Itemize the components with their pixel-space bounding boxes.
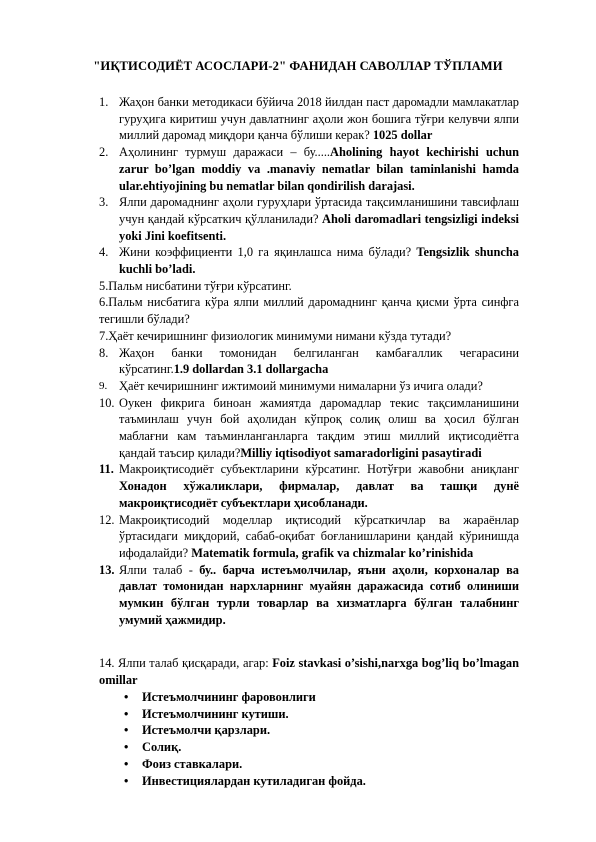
question-text: Макроиқтисодий моделлар иқтисодий кўрсаткичлар ва жараёнлар ўртасидаги миқдорий, сабаб-оқибат боғланишларини қандай кўринишда ифодалайди?	[119, 512, 519, 560]
bullet-icon: •	[124, 706, 129, 721]
question-answer: бу.. барча истеъмолчилар, яъни аҳоли, корхоналар ва давлат томонидан нархларнинг муайян даражасида сотиб олиниши мумкин бўлган турли товарлар ва хизматларга бўлган талабнинг умумий ҳажмидир.	[119, 562, 519, 627]
question-number: 8.	[99, 345, 109, 360]
question-item	[99, 378, 519, 395]
option-text: Солиқ.	[142, 740, 182, 755]
question-text: Ялпи даромаднинг аҳоли гуруҳлари ўртасида тақсимланишини тавсифлаш учун қандай кўрсаткич қўлланилади?	[119, 195, 519, 226]
question-answer: Milliy iqtisodiyot samaradorligini pasaytiradi	[240, 445, 482, 460]
question-text: Жаҳон банки методикаси бўйича 2018 йилдан паст даромадли мамлакатлар гуруҳига киритиш учун давлатнинг аҳоли жон бошига тўғри келувчи ялпи миллий даромад миқдори қанча бўлиши керак?	[119, 95, 519, 143]
question-number: 3.	[99, 195, 109, 210]
option-text: Инвестициялардан кутиладиган фойда.	[142, 773, 366, 788]
question-text: Пальм нисбатига кўра ялпи миллий даромаднинг қанча қисми ўрта синфга тегишли бўлади?	[99, 295, 519, 327]
option-text: Фоиз ставкалари.	[142, 756, 243, 771]
question-item	[99, 562, 519, 629]
question-list	[99, 94, 519, 629]
question-number: 14.	[99, 656, 115, 670]
question-number: 2.	[99, 145, 109, 160]
question-answer: Aholi daromadlari tengsizligi indeksi yoki Jini koefitsenti.	[119, 211, 519, 243]
question-14	[99, 655, 519, 688]
question-item	[99, 194, 519, 244]
option-text: Истеъмолчининг кутиши.	[142, 706, 289, 721]
bullet-icon: •	[124, 723, 129, 738]
question-item	[99, 144, 519, 194]
question-number: 9.	[99, 379, 108, 392]
question-answer: 1.9 dollardan 3.1 dollargacha	[173, 362, 329, 377]
question-text: Ялпи талаб қисқаради, агар:	[118, 656, 273, 670]
option-item	[108, 773, 508, 790]
option-text: Истеъмолчи қарзлари.	[142, 723, 271, 738]
question-item	[99, 294, 519, 327]
question-text: Макроиқтисодиёт субъектларини кўрсатинг. Нотўғри жавобни аниқланг	[119, 462, 519, 477]
option-item	[108, 756, 508, 773]
option-text: Истеъмолчининг фаровонлиги	[142, 690, 316, 704]
question-text: Ҳаёт кечиришнинг ижтимоий минимуми нималарни ўз ичига олади?	[119, 378, 483, 393]
question-item	[99, 512, 519, 562]
bullet-icon: •	[124, 773, 129, 788]
question-answer: Хонадон хўжаликлари, фирмалар, давлат ва ташқи дунё макроиқтисодиёт субъектлари ҳисобланади.	[119, 479, 519, 510]
bullet-icon: •	[124, 756, 129, 771]
question-number: 7.	[99, 328, 109, 343]
question-text: Оукен фикрига биноан жамиятда даромадлар текис тақсимланишини таъминлаш учун бой аҳолидан кўпроқ солиқ олиш ва ҳосил бўлган маблағни кам таъминланганларга тақдим этиш миллий иқтисодиётга қандай таъсир қилади?	[119, 395, 519, 460]
question-text: Жини коэффициенти 1,0 га яқинлашса нима бўлади?	[119, 245, 417, 260]
question-number: 1.	[99, 95, 109, 109]
bullet-icon: •	[124, 690, 129, 704]
question-item	[99, 94, 519, 144]
question-item	[99, 244, 519, 277]
question-text: Пальм нисбатини тўғри кўрсатинг.	[108, 278, 292, 293]
question-item	[99, 328, 519, 345]
option-item	[108, 689, 508, 706]
question-item	[99, 461, 519, 511]
question-answer: Aholining hayot kechirishi uchun zarur bo’lgan moddiy va .manaviy nematlar bilan taminlanishi hamda ular.ehtiyojining bu nematlar bilan qondirilish darajasi.	[119, 145, 520, 193]
option-item	[108, 739, 508, 756]
page-title: "ИҚТИСОДИЁТ АСОСЛАРИ-2" ФАНИДАН САВОЛЛАР ТЎПЛАМИ	[93, 59, 503, 73]
question-number: 12.	[99, 512, 115, 527]
question-answer: Tengsizlik shuncha kuchli bo’ladi.	[119, 245, 519, 277]
question-item	[99, 395, 519, 462]
question-number: 5.	[99, 278, 109, 293]
question-text: Жаҳон банки томонидан белгиланган камбағаллик чегарасини кўрсатинг.	[119, 345, 519, 377]
question-text: Аҳолининг турмуш даражаси – бу.....	[119, 145, 331, 160]
question-item	[99, 278, 519, 295]
option-item	[108, 722, 508, 739]
question-item	[99, 345, 519, 378]
question-number: 11.	[99, 462, 114, 477]
question-number: 4.	[99, 245, 109, 260]
question-text: Ялпи талаб -	[119, 562, 200, 577]
option-list	[108, 689, 508, 789]
question-answer: 1025 dollar	[372, 128, 433, 143]
question-text: Ҳаёт кечиришнинг физиологик минимуми нимани кўзда тутади?	[108, 328, 452, 343]
option-item	[108, 706, 508, 723]
question-answer: Foiz stavkasi o’sishi,narxga bog’liq bo’lmagan omillar	[99, 656, 519, 687]
question-answer: Matematik formula, grafik va chizmalar ko’rinishida	[191, 545, 474, 560]
question-number: 13.	[99, 562, 115, 577]
bullet-icon: •	[124, 740, 129, 755]
question-number: 10.	[99, 395, 115, 410]
question-number: 6.	[99, 295, 109, 310]
